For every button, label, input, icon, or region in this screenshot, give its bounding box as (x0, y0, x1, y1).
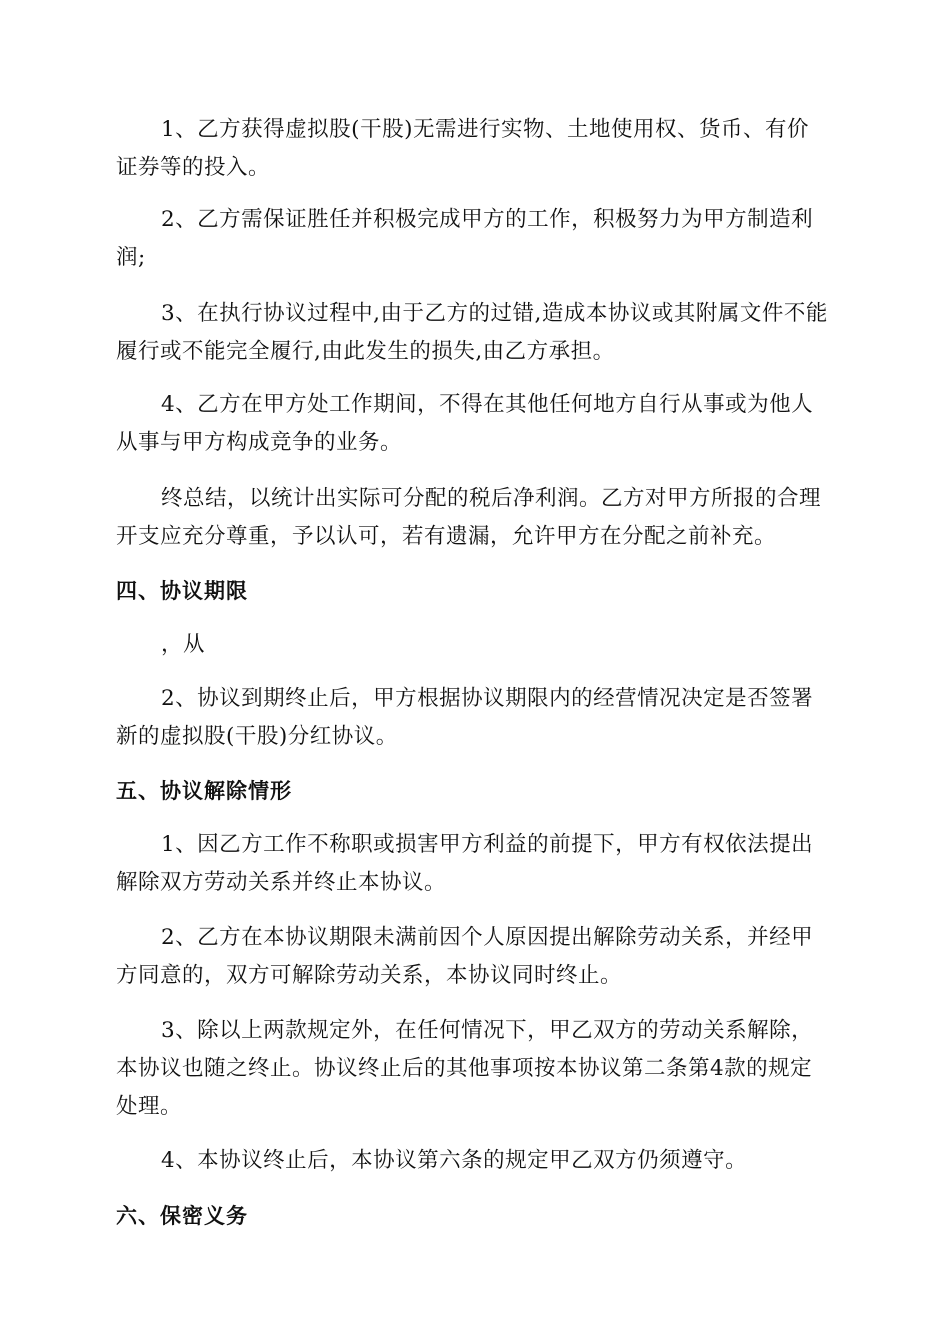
heading-section-5: 五、协议解除情形 (116, 779, 292, 803)
paragraph-3-3: 3、在执行协议过程中,由于乙方的过错,造成本协议或其附属文件不能履行或不能完全履行,由此发生的损失,由乙方承担。 (116, 301, 828, 364)
paragraph-3-2: 2、乙方需保证胜任并积极完成甲方的工作，积极努力为甲方制造利润; (116, 207, 814, 270)
paragraph-3-1: 1、乙方获得虚拟股(干股)无需进行实物、土地使用权、货币、有价证券等的投入。 (116, 117, 809, 180)
paragraph-3-4: 4、乙方在甲方处工作期间，不得在其他任何地方自行从事或为他人从事与甲方构成竞争的业务。 (116, 392, 814, 455)
heading-section-4: 四、协议期限 (116, 579, 248, 603)
heading-section-6: 六、保密义务 (116, 1204, 248, 1228)
paragraph-4-1: ，从 (161, 632, 206, 657)
paragraph-5-3: 3、除以上两款规定外，在任何情况下，甲乙双方的劳动关系解除，本协议也随之终止。协议终止后的其他事项按本协议第二条第4款的规定处理。 (116, 1018, 814, 1119)
paragraph-5-2: 2、乙方在本协议期限未满前因个人原因提出解除劳动关系，并经甲方同意的，双方可解除劳动关系，本协议同时终止。 (116, 925, 814, 988)
paragraph-5-4: 4、本协议终止后，本协议第六条的规定甲乙双方仍须遵守。 (161, 1148, 748, 1173)
paragraph-5-1: 1、因乙方工作不称职或损害甲方利益的前提下，甲方有权依法提出解除双方劳动关系并终止本协议。 (116, 832, 814, 895)
paragraph-3-5: 终总结，以统计出实际可分配的税后净利润。乙方对甲方所报的合理开支应充分尊重，予以认可，若有遗漏，允许甲方在分配之前补充。 (116, 486, 822, 549)
paragraph-4-2: 2、协议到期终止后，甲方根据协议期限内的经营情况决定是否签署新的虚拟股(干股)分红协议。 (116, 686, 814, 749)
